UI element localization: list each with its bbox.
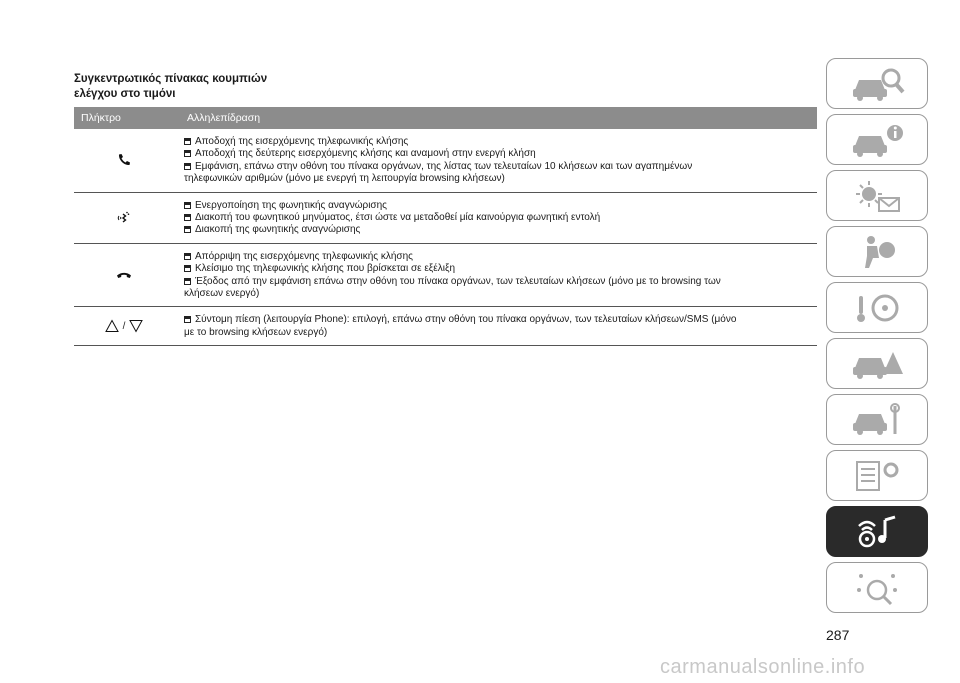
row-line: Απόρριψη της εισερχόμενης τηλεφωνικής κλήσης <box>184 251 813 263</box>
specs-gear-icon <box>847 456 907 496</box>
key-cell <box>74 244 174 307</box>
header-key: Πλήκτρο <box>81 112 121 124</box>
row-line: τηλεφωνικών αριθμών (μόνο με ενεργή τη λειτουργία browsing κλήσεων) <box>184 173 505 185</box>
chapter-tab-knowing-car[interactable] <box>826 114 928 165</box>
section-title-line1: Συγκεντρωτικός πίνακας κουμπιών <box>74 73 268 85</box>
up-down-arrows-icon <box>105 319 144 333</box>
section-title-line2: ελέγχου στο τιμόνι <box>74 88 176 100</box>
key-cell <box>74 307 174 345</box>
row-line: Αποδοχή της δεύτερης εισερχόμενης κλήσης και αναμονή στην ενεργή κλήση <box>184 148 813 160</box>
car-emergency-icon <box>847 344 907 384</box>
header-interaction: Αλληλεπίδραση <box>187 112 261 124</box>
row-line: Ενεργοποίηση της φωνητικής αναγνώρισης <box>184 200 813 212</box>
triangle-down-icon <box>129 319 143 333</box>
chapter-tab-technical-data[interactable] <box>826 450 928 501</box>
triangle-up-icon <box>105 319 119 333</box>
chapter-tab-maintenance[interactable] <box>826 394 928 445</box>
alphabetical-index-icon <box>847 568 907 608</box>
car-search-icon <box>847 64 907 104</box>
table-row <box>74 193 817 244</box>
table-row <box>74 129 817 193</box>
row-line: Έξοδος από την εμφάνιση επάνω στην οθόνη του πίνακα οργάνων, των τελευταίων κλήσεων (μόνο με το browsing των <box>184 276 813 288</box>
multimedia-music-icon <box>847 512 907 552</box>
row-line: Κλείσιμο της τηλεφωνικής κλήσης που βρίσκεται σε εξέλιξη <box>184 263 813 275</box>
airbag-icon <box>847 232 907 272</box>
phone-answer-icon <box>117 153 131 167</box>
controls-table <box>74 107 817 346</box>
row-line: Σύντομη πίεση (λειτουργία Phone): επιλογή, επάνω στην οθόνη του πίνακα οργάνων, των τελευταίων κλήσεων/SMS (μόνο <box>184 314 813 326</box>
car-info-icon <box>847 120 907 160</box>
chapter-tab-driving[interactable] <box>826 282 928 333</box>
row-line: Διακοπή της φωνητικής αναγνώρισης <box>184 224 813 236</box>
key-cell <box>74 129 174 192</box>
chapter-sidebar <box>826 58 930 618</box>
table-row <box>74 244 817 308</box>
chapter-tab-emergency[interactable] <box>826 338 928 389</box>
row-line: Αποδοχή της εισερχόμενης τηλεφωνικής κλήσης <box>184 136 813 148</box>
phone-hangup-icon <box>116 270 132 280</box>
row-line: κλήσεων ενεργό) <box>184 288 260 300</box>
steering-wheel-icon <box>847 288 907 328</box>
chapter-tab-multimedia[interactable] <box>826 506 928 557</box>
car-wrench-icon <box>847 400 907 440</box>
chapter-tab-index[interactable] <box>826 562 928 613</box>
chapter-tab-dashboard[interactable] <box>826 58 928 109</box>
row-line: με το browsing κλήσεων ενεργό) <box>184 326 328 338</box>
chapter-tab-warnings[interactable] <box>826 170 928 221</box>
key-cell <box>74 193 174 243</box>
key-separator: / <box>122 320 126 332</box>
row-line: Εμφάνιση, επάνω στην οθόνη του πίνακα οργάνων, της λίστας των τελευταίων 10 κλήσεων και των αγαπημένων <box>184 161 813 173</box>
section-title <box>74 72 267 102</box>
chapter-tab-safety[interactable] <box>826 226 928 277</box>
warning-lights-icon <box>847 176 907 216</box>
watermark: carmanualsonline.info <box>660 656 866 678</box>
table-header <box>74 107 817 129</box>
table-row <box>74 307 817 346</box>
page-number: 287 <box>826 627 850 643</box>
voice-recognition-icon <box>116 210 132 226</box>
row-line: Διακοπή του φωνητικού μηνύματος, έτσι ώστε να μεταδοθεί μία καινούργια φωνητική εντολή <box>184 212 813 224</box>
